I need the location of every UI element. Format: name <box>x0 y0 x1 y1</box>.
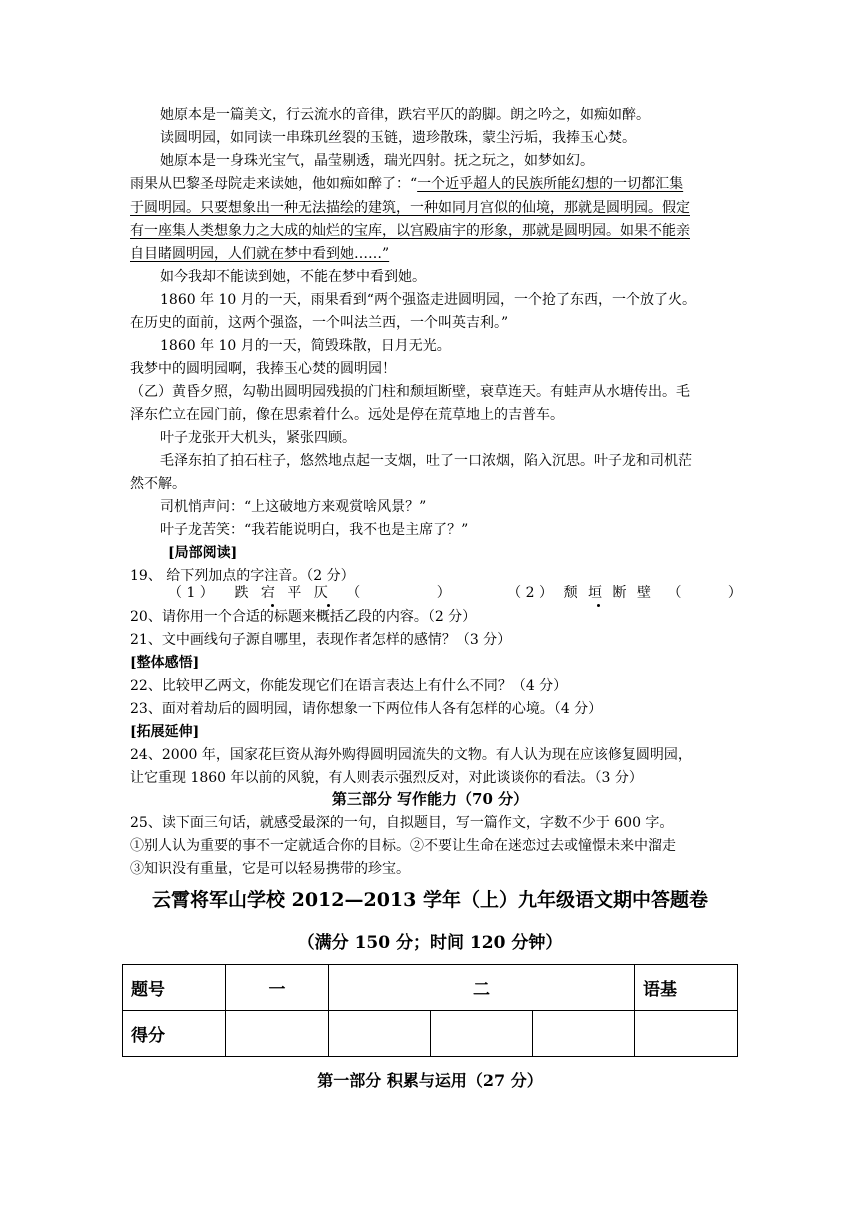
passage-line: 我梦中的圆明园啊，我捧玉心焚的圆明园！ <box>130 361 396 377</box>
passage-line: 1860 年 10 月的一天，雨果看到“两个强盗走进圆明园，一个抢了东西，一个放了火。 <box>160 292 696 308</box>
answer-sheet-subtitle: （满分 150 分；时间 120 分钟） <box>297 933 563 953</box>
question-20: 20、请你用一个合适的标题来概括乙段的内容。（2 分） <box>130 609 477 625</box>
passage-line: 如今我却不能读到她，不能在梦中看到她。 <box>160 269 426 285</box>
underlined-sentence: 有一座集人类想象力之大成的灿烂的宝库，以宫殿庙宇的形象，那就是圆明园。如果不能亲 <box>130 223 690 239</box>
score-cell[interactable] <box>226 1011 329 1057</box>
question-19: 19、 给下列加点的字注音。（2 分） <box>130 568 355 584</box>
underlined-sentence: 一个近乎超人的民族所能幻想的一切都汇集 <box>417 176 684 192</box>
passage-line: 1860 年 10 月的一天，简毁珠散，日月无光。 <box>160 338 451 354</box>
word-char: 壁 <box>636 585 651 601</box>
answer-paren-close: ） <box>436 585 451 601</box>
dotted-char: 宕 <box>261 582 283 604</box>
passage-line: 司机悄声问：“上这破地方来观赏啥风景？” <box>160 499 427 515</box>
score-cell[interactable] <box>329 1011 431 1057</box>
underlined-sentence: 于圆明园。只要想象出一种无法描绘的建筑，一种如同月宫似的仙境，那就是圆明园。假定 <box>130 200 690 216</box>
question-19-items <box>168 582 743 604</box>
item-number: （ 2 ） <box>507 585 553 601</box>
table-row <box>123 1011 738 1057</box>
passage-line: 读圆明园，如同读一串珠玑丝裂的玉链，遗珍散珠，蒙尘污垢，我捧玉心焚。 <box>160 130 636 146</box>
passage-line: 叶子龙苦笑：“我若能说明白，我不也是主席了？” <box>160 522 469 538</box>
question-21: 21、文中画线句子源自哪里，表现作者怎样的感情？（3 分） <box>130 632 512 648</box>
question-22: 22、比较甲乙两文，你能发现它们在语言表达上有什么不同？（4 分） <box>130 678 568 694</box>
word-char: 颓 <box>563 585 578 601</box>
question-24: 24、2000 年，国家花巨资从海外购得圆明园流失的文物。有人认为现在应该修复圆明园， <box>130 747 692 763</box>
score-cell[interactable] <box>635 1011 738 1057</box>
essay-prompt: ①别人认为重要的事不一定就适合你的目标。②不要让生命在迷恋过去或憧憬未来中溜走 <box>130 838 676 854</box>
question-24-cont: 让它重现 1860 年以前的风貌，有人则表示强烈反对，对此谈谈你的看法。（3 分） <box>130 770 643 786</box>
table-row <box>123 965 738 1011</box>
section-heading-local-reading: [局部阅读] <box>168 545 238 561</box>
dotted-char: 仄 <box>314 582 342 604</box>
part1-title: 第一部分 积累与运用（27 分） <box>317 1071 543 1090</box>
passage-line: 泽东伫立在园门前，像在思索着什么。远处是停在荒草地上的吉普车。 <box>130 407 564 423</box>
section-heading-extension: [拓展延伸] <box>130 724 200 740</box>
table-cell: 得分 <box>123 1011 226 1057</box>
table-cell: 一 <box>226 965 329 1011</box>
answer-sheet-title: 云霄将军山学校 2012—2013 学年（上）九年级语文期中答题卷 <box>152 889 708 911</box>
passage-line: 然不解。 <box>130 476 186 492</box>
answer-paren-open: （ <box>346 585 361 601</box>
underlined-sentence: 自目睹圆明园，人们就在梦中看到她……” <box>130 246 390 262</box>
score-cell[interactable] <box>533 1011 635 1057</box>
question-25: 25、读下面三句话，就感受最深的一句，自拟题目，写一篇作文，字数不少于 600 字。 <box>130 815 674 831</box>
score-table <box>122 964 738 1057</box>
passage-line <box>130 173 740 195</box>
part3-title: 第三部分 写作能力（70 分） <box>331 790 529 808</box>
word-char: 断 <box>612 585 627 601</box>
passage-line: （乙）黄昏夕照，勾勒出圆明园残损的门柱和颓垣断壁，衰草连天。有蛙声从水塘传出。毛 <box>130 384 690 400</box>
passage-text: 雨果从巴黎圣母院走来读她，他如痴如醉了：“ <box>130 176 418 192</box>
table-cell: 二 <box>329 965 635 1011</box>
essay-prompt: ③知识没有重量，它是可以轻易携带的珍宝。 <box>130 861 410 877</box>
passage-line: 叶子龙张开大机头，紧张四顾。 <box>160 430 356 446</box>
word-char: 跌 <box>234 585 249 601</box>
answer-paren-close: ） <box>727 585 742 601</box>
passage-line: 她原本是一身珠光宝气，晶莹剔透，瑞光四射。抚之玩之，如梦如幻。 <box>160 153 594 169</box>
passage-line: 在历史的面前，这两个强盗，一个叫法兰西，一个叫英吉利。” <box>130 315 509 331</box>
passage-line: 毛泽东拍了拍石柱子，悠然地点起一支烟，吐了一口浓烟，陷入沉思。叶子龙和司机茫 <box>160 453 692 469</box>
question-23: 23、面对着劫后的圆明园，请你想象一下两位伟人各有怎样的心境。（4 分） <box>130 701 603 717</box>
answer-paren-open: （ <box>667 585 682 601</box>
passage-line: 她原本是一篇美文，行云流水的音律，跌宕平仄的韵脚。朗之吟之，如痴如醉。 <box>160 107 650 123</box>
dotted-char: 垣 <box>588 582 608 604</box>
item-number: （ 1 ） <box>168 585 214 601</box>
score-cell[interactable] <box>431 1011 533 1057</box>
table-cell: 题号 <box>123 965 226 1011</box>
section-heading-overall: [整体感悟] <box>130 655 200 671</box>
word-char: 平 <box>287 585 302 601</box>
table-cell: 语基 <box>635 965 738 1011</box>
